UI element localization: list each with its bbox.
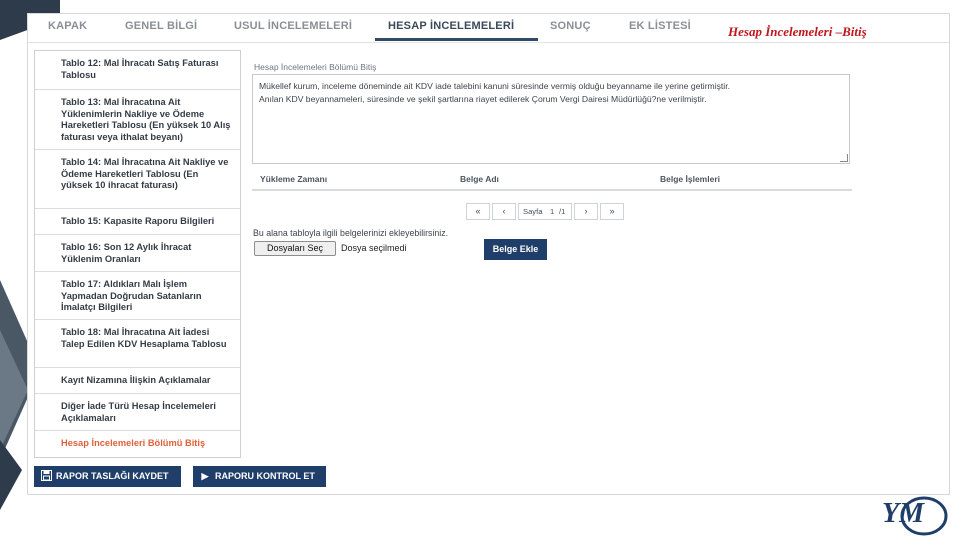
company-logo <box>872 492 950 538</box>
sidebar-list <box>34 50 241 458</box>
page-total: /1 <box>559 207 566 216</box>
sidebar-item-tablo-18[interactable] <box>35 320 240 368</box>
slide-title: Hesap İncelemeleri –Bitiş <box>728 24 867 39</box>
textarea-line: Mükellef kurum, inceleme döneminde ait KDV iade talebini kanuni süresinde vermiş olduğu beyanname ile yerine getirmiştir. <box>259 81 730 91</box>
logo-text: YM <box>882 498 924 529</box>
page-number-input[interactable]: 1 <box>550 207 555 216</box>
sidebar-item-tablo-16[interactable] <box>35 235 240 272</box>
sidebar-item-label: Tablo 12: Mal İhracatı Satış Faturası Tablosu <box>61 58 219 80</box>
active-tab-indicator <box>375 38 538 41</box>
check-report-button[interactable] <box>193 466 326 487</box>
tab-usul-incelemeleri[interactable]: USUL İNCELEMELERİ <box>234 20 353 32</box>
sidebar-item-label: Tablo 17: Aldıkları Malı İşlem Yapmadan Doğrudan Satanların İmalatçı Bilgileri <box>61 279 202 312</box>
column-header-document-name: Belge Adı <box>460 174 499 184</box>
page-label: Sayfa <box>523 207 543 216</box>
upload-note: Bu alana tabloyla ilgili belgelerinizi ekleyebilirsiniz. <box>253 228 449 238</box>
tab-sonuc[interactable]: SONUÇ <box>550 20 591 32</box>
add-document-button[interactable]: Belge Ekle <box>484 239 547 260</box>
conclusion-textarea[interactable] <box>252 74 850 164</box>
page-info <box>518 203 572 220</box>
save-icon <box>40 470 52 482</box>
tab-hesap-incelemeleri[interactable]: HESAP İNCELEMELERİ <box>388 20 515 32</box>
prev-page-button[interactable]: ‹ <box>492 203 516 220</box>
choose-files-button[interactable]: Dosyaları Seç <box>254 241 336 256</box>
sidebar-item-label: Tablo 13: Mal İhracatına Ait Yüklenimlerin Nakliye ve Ödeme Hareketleri Tablosu (En yüksek 10 Alış faturası veya ithalat beyanı) <box>61 97 231 142</box>
sidebar-item-label: Diğer İade Türü Hesap İncelemeleri Açıklamaları <box>61 401 217 423</box>
save-draft-button[interactable] <box>34 466 181 487</box>
textarea-line: Anılan KDV beyannameleri, süresinde ve şekil şartlarına riayet edilerek Çorum Vergi Dairesi Müdürlüğü?ne verilmiştir. <box>259 94 707 104</box>
column-header-upload-time: Yükleme Zamanı <box>260 174 328 184</box>
tab-ek-listesi[interactable]: EK LİSTESİ <box>629 20 691 32</box>
tab-kapak[interactable]: KAPAK <box>48 20 88 32</box>
sidebar-item-tablo-17[interactable] <box>35 272 240 320</box>
sidebar-item-tablo-12[interactable] <box>35 51 240 90</box>
next-page-button[interactable]: › <box>574 203 598 220</box>
tab-genel-bilgi[interactable]: GENEL BİLGİ <box>125 20 198 32</box>
save-draft-label: RAPOR TASLAĞI KAYDET <box>56 471 169 481</box>
sidebar-item-tablo-14[interactable] <box>35 150 240 209</box>
sidebar-item-tablo-15[interactable] <box>35 209 240 235</box>
no-file-label: Dosya seçilmedi <box>341 243 407 253</box>
first-page-button[interactable]: « <box>466 203 490 220</box>
sidebar-item-label: Hesap İncelemeleri Bölümü Bitiş <box>61 438 206 448</box>
sidebar-item-kayit-nizami[interactable] <box>35 368 240 394</box>
table-header-divider <box>252 189 852 191</box>
sidebar-item-diger-iade[interactable] <box>35 394 240 431</box>
section-label: Hesap İncelemeleri Bölümü Bitiş <box>254 62 377 72</box>
column-header-document-actions: Belge İşlemleri <box>660 174 721 184</box>
last-page-button[interactable]: » <box>600 203 624 220</box>
sidebar-item-tablo-13[interactable] <box>35 90 240 150</box>
sidebar-item-label: Kayıt Nizamına İlişkin Açıklamalar <box>61 375 211 385</box>
resize-handle-icon[interactable] <box>840 154 848 162</box>
sidebar-item-hesap-bitis[interactable] <box>35 431 240 457</box>
play-icon: ▶ <box>201 471 209 481</box>
sidebar-item-label: Tablo 18: Mal İhracatına Ait İadesi Talep Edilen KDV Hesaplama Tablosu <box>61 327 227 349</box>
sidebar-item-label: Tablo 15: Kapasite Raporu Bilgileri <box>61 216 215 226</box>
check-report-label: RAPORU KONTROL ET <box>215 471 315 481</box>
sidebar-item-label: Tablo 14: Mal İhracatına Ait Nakliye ve Ödeme Hareketleri Tablosu (En yüksek 10 ihracat faturası) <box>61 157 229 190</box>
sidebar-item-label: Tablo 16: Son 12 Aylık İhracat Yüklenim Oranları <box>61 242 192 264</box>
